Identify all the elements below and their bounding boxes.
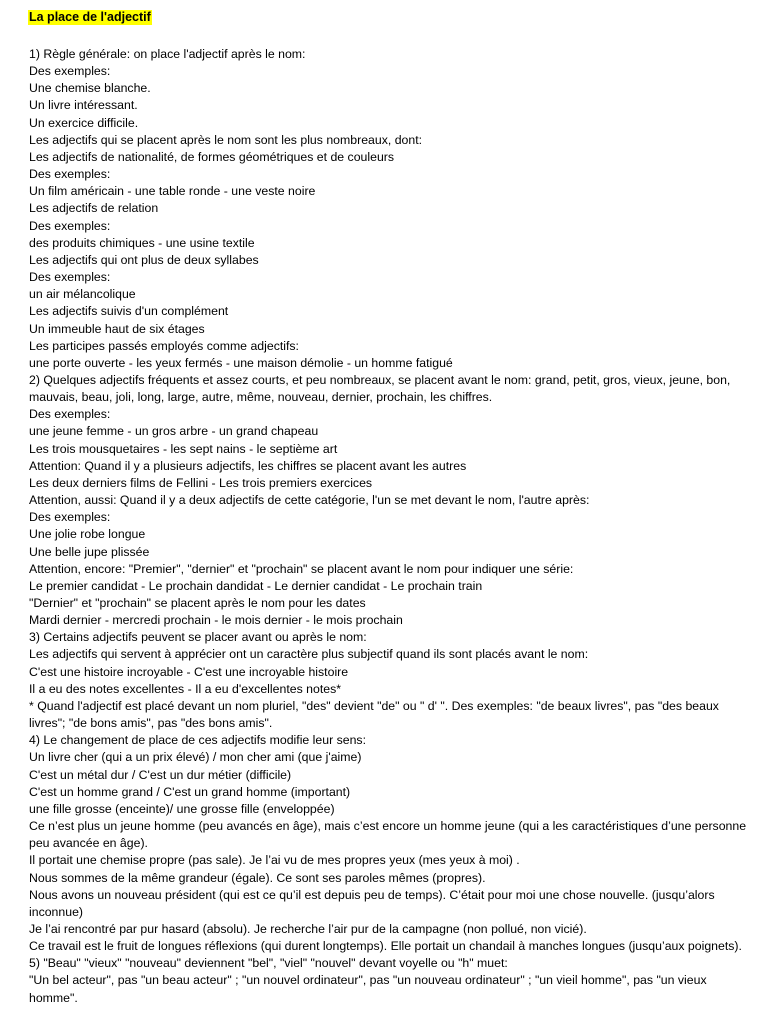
text-line: une porte ouverte - les yeux fermés - une maison démolie - un homme fatigué [29, 355, 453, 370]
text-line: Un immeuble haut de six étages [29, 321, 205, 336]
document-body [29, 46, 749, 1007]
text-line: Des exemples: [29, 64, 111, 79]
text-line: Nous sommes de la même grandeur (égale). Ce sont ses paroles mêmes (propres). [29, 870, 486, 885]
text-line: 4) Le changement de place de ces adjectifs modifie leur sens: [29, 733, 366, 748]
text-line: Attention, encore: "Premier", "dernier" et "prochain" se placent avant le nom pour indiquer une série: [29, 561, 574, 576]
text-line: Attention, aussi: Quand il y a deux adjectifs de cette catégorie, l'un se met devant le nom, l'autre après: [29, 493, 590, 508]
text-line: C'est un homme grand / C'est un grand homme (important) [29, 784, 351, 799]
text-line: 1) Règle générale: on place l'adjectif après le nom: [29, 47, 306, 61]
text-line: Des exemples: [29, 270, 111, 285]
text-line: des produits chimiques - une usine textile [29, 235, 255, 250]
text-line: Je l’ai rencontré par pur hasard (absolu). Je recherche l’air pur de la campagne (non pollué, non vicié). [29, 921, 587, 936]
text-line: Les adjectifs de nationalité, de formes géométriques et de couleurs [29, 149, 395, 164]
text-line: 2) Quelques adjectifs fréquents et assez courts, et peu nombreaux, se placent avant le nom: grand, petit, gros, vieux, jeune, bon, mauvais, beau, joli, long, large, autre, même, nouveau, dernier, prochain, les chiffres. [29, 372, 731, 405]
text-line: 5) "Beau" "vieux" "nouveau" deviennent "bel", "viel" "nouvel" devant voyelle ou "h" muet: [29, 956, 508, 971]
text-line: une jeune femme - un gros arbre - un grand chapeau [29, 424, 319, 439]
text-line: une fille grosse (enceinte)/ une grosse fille (enveloppée) [29, 801, 335, 816]
text-line: Attention: Quand il y a plusieurs adjectifs, les chiffres se placent avant les autres [29, 458, 467, 473]
text-line: Un film américain - une table ronde - une veste noire [29, 184, 316, 199]
text-line: Des exemples: [29, 510, 111, 525]
text-line: C'est une histoire incroyable - C'est une incroyable histoire [29, 664, 349, 679]
text-line: Le premier candidat - Le prochain dandidat - Le dernier candidat - Le prochain train [29, 578, 483, 593]
text-line: Les adjectifs suivis d'un complément [29, 304, 229, 319]
text-line: Une chemise blanche. [29, 81, 151, 96]
text-line: Des exemples: [29, 218, 111, 233]
text-line: "Un bel acteur", pas "un beau acteur" ; "un nouvel ordinateur", pas "un nouveau ordinateur" ; "un vieil homme", pas "un vieux homme". [29, 973, 707, 1005]
text-line: Les participes passés employés comme adjectifs: [29, 338, 299, 353]
text-line: un air mélancolique [29, 287, 136, 302]
text-line: Il portait une chemise propre (pas sale). Je l’ai vu de mes propres yeux (mes yeux à moi) . [29, 853, 520, 868]
text-line: Des exemples: [29, 407, 111, 422]
text-line: Un exercice difficile. [29, 115, 139, 130]
text-line: Les adjectifs qui servent à apprécier ont un caractère plus subjectif quand ils sont placés avant le nom: [29, 647, 589, 662]
text-line: Des exemples: [29, 167, 111, 182]
text-line: Une belle jupe plissée [29, 544, 150, 559]
text-line: Les deux derniers films de Fellini - Les trois premiers exercices [29, 475, 373, 490]
text-line: "Dernier" et "prochain" se placent après le nom pour les dates [29, 596, 366, 610]
text-line: * Quand l'adjectif est placé devant un nom pluriel, "des" devient "de" ou " d' ". Des exemples: "de beaux livres", pas "des beaux livres"; "de bons amis", pas "des bons amis". [29, 698, 719, 731]
text-line: Un livre intéressant. [29, 98, 138, 113]
text-line: Nous avons un nouveau président (qui est ce qu’il est depuis peu de temps). C’était pour moi une chose nouvelle. (jusqu’alors inconnue) [29, 887, 715, 919]
text-line: 3) Certains adjectifs peuvent se placer avant ou après le nom: [29, 630, 367, 645]
text-line: Mardi dernier - mercredi prochain - le mois dernier - le mois prochain [29, 613, 403, 628]
text-line: Ce travail est le fruit de longues réflexions (qui durent longtemps). Elle portait un chandail à manches longues (jusqu’aux poignets). [29, 939, 742, 954]
text-line: Une jolie robe longue [29, 527, 146, 542]
text-line: Les adjectifs de relation [29, 201, 159, 216]
document-title: La place de l'adjectif [29, 10, 151, 24]
text-line: Ce n’est plus un jeune homme (peu avancés en âge), mais c’est encore un homme jeune (qui a les caractéristiques d’une personne peu avancée en âge). [29, 819, 747, 851]
text-line: Les trois mousquetaires - les sept nains - le septième art [29, 441, 338, 456]
text-line: C'est un métal dur / C'est un dur métier (difficile) [29, 767, 292, 782]
text-line: Les adjectifs qui se placent après le nom sont les plus nombreaux, dont: [29, 132, 423, 147]
text-line: Les adjectifs qui ont plus de deux syllabes [29, 252, 259, 267]
text-line: Un livre cher (qui a un prix élevé) / mon cher ami (que j'aime) [29, 750, 362, 765]
text-line: Il a eu des notes excellentes - Il a eu d'excellentes notes* [29, 681, 342, 696]
